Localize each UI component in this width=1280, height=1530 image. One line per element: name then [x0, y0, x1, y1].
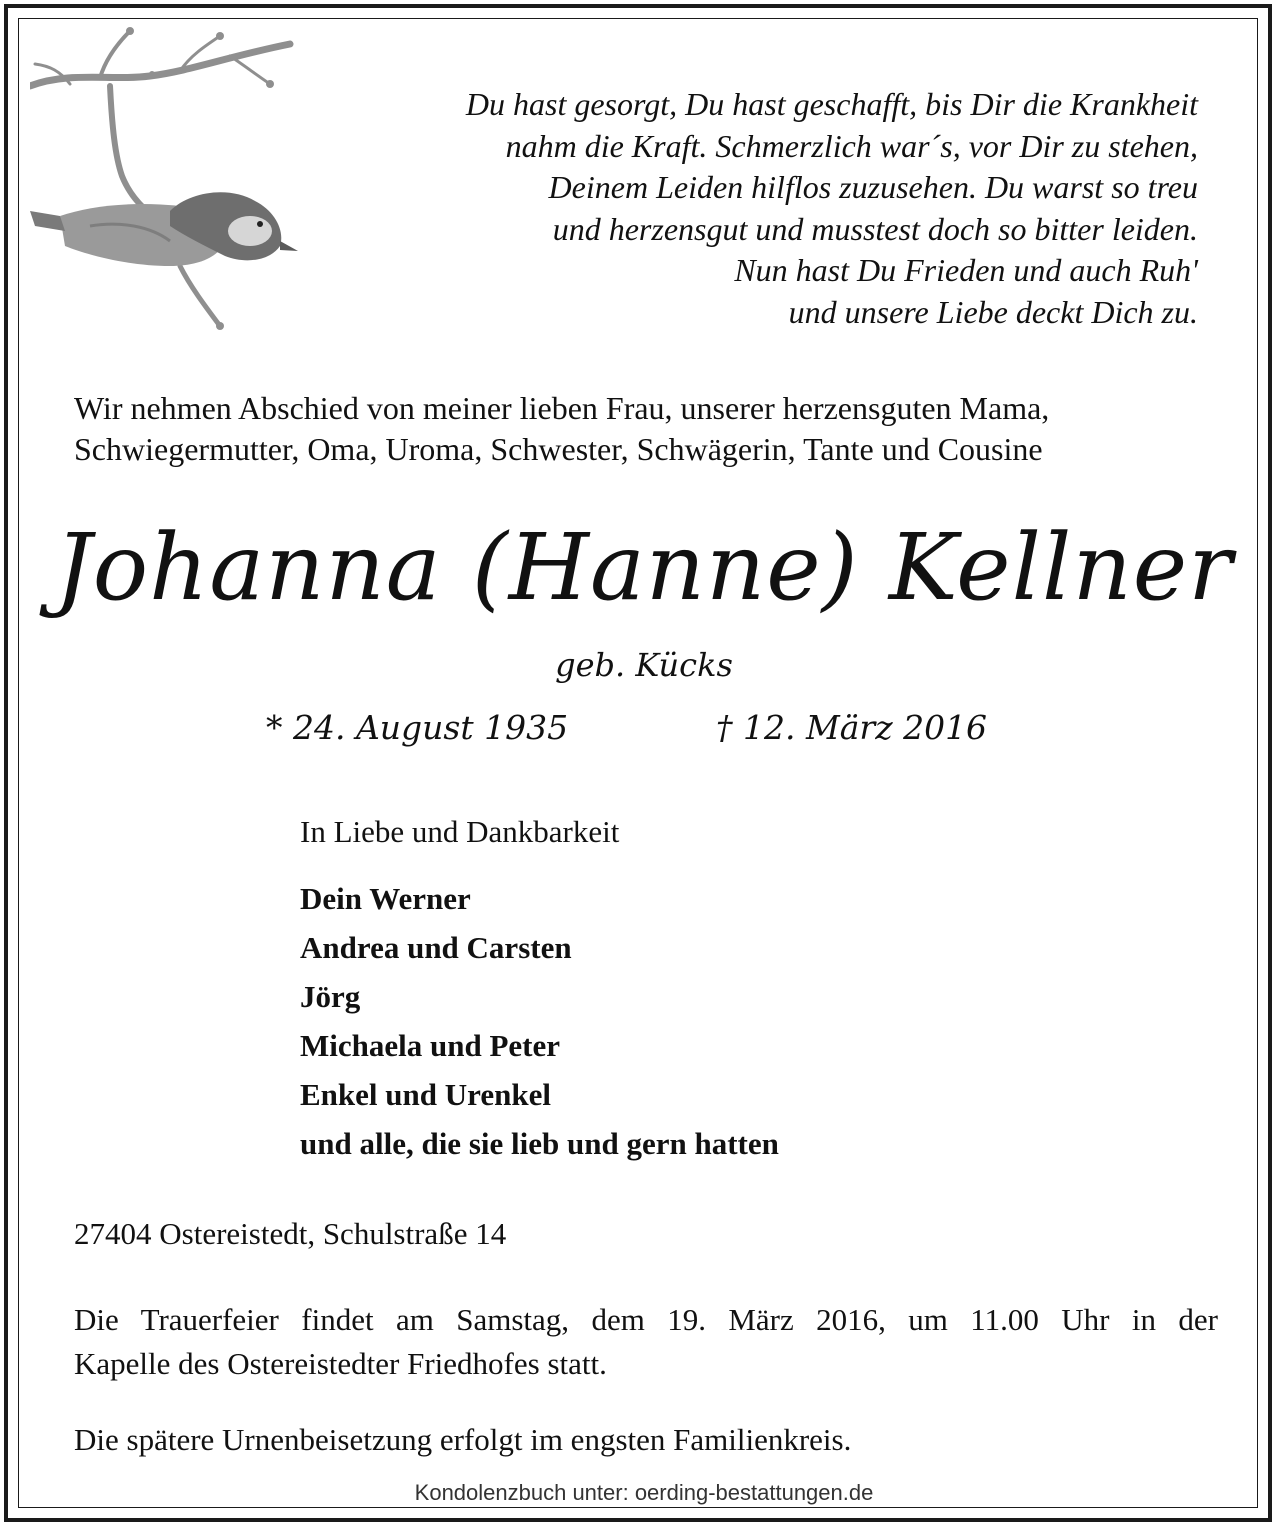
mourner: und alle, die sie lieb und gern hatten	[300, 1126, 779, 1161]
bird-on-branch-illustration	[30, 26, 330, 336]
death-date: † 12. März 2016	[716, 708, 988, 747]
poem-line: Du hast gesorgt, Du hast geschafft, bis Dir die Krankheit	[465, 86, 1198, 122]
mourner: Enkel und Urenkel	[300, 1077, 551, 1112]
mourner: Andrea und Carsten	[300, 930, 572, 965]
mourner: Jörg	[300, 979, 361, 1014]
intro-line: Schwiegermutter, Oma, Uroma, Schwester, Schwägerin, Tante und Cousine	[74, 431, 1043, 467]
gratitude-line: In Liebe und Dankbarkeit	[300, 814, 620, 849]
poem-line: und unsere Liebe deckt Dich zu.	[788, 293, 1198, 330]
mourner: Dein Werner	[300, 881, 471, 916]
urn-burial-info: Die spätere Urnenbeisetzung erfolgt im engsten Familienkreis.	[74, 1422, 852, 1457]
poem-line: Nun hast Du Frieden und auch Ruh'	[734, 252, 1198, 288]
intro-line: Wir nehmen Abschied von meiner lieben Frau, unserer herzensguten Mama,	[74, 390, 1050, 426]
ceremony-line: Kapelle des Ostereistedter Friedhofes statt.	[74, 1346, 607, 1381]
poem-line: und herzensgut und musstest doch so bitter leiden.	[552, 210, 1198, 247]
mourners-list	[300, 874, 779, 1168]
mourner: Michaela und Peter	[300, 1028, 561, 1063]
address: 27404 Ostereistedt, Schulstraße 14	[74, 1216, 507, 1251]
poem-line: nahm die Kraft. Schmerzlich war´s, vor Dir zu stehen,	[505, 127, 1198, 164]
birth-date: * 24. August 1935	[266, 708, 569, 747]
ceremony-info	[74, 1298, 1218, 1386]
deceased-name: Johanna (Hanne) Kellner	[54, 514, 1234, 621]
condolence-book-link[interactable]: Kondolenzbuch unter: oerding-bestattungen.de	[414, 1480, 874, 1505]
ceremony-line: Die Trauerfeier findet am Samstag, dem 19. März 2016, um 11.00 Uhr in der	[74, 1302, 1218, 1337]
notice-frame	[4, 4, 1272, 1522]
farewell-intro	[74, 388, 1224, 470]
maiden-name: geb. Kücks	[555, 646, 733, 684]
poem	[318, 84, 1198, 333]
poem-line: Deinem Leiden hilflos zuzusehen. Du warst so treu	[548, 169, 1198, 205]
